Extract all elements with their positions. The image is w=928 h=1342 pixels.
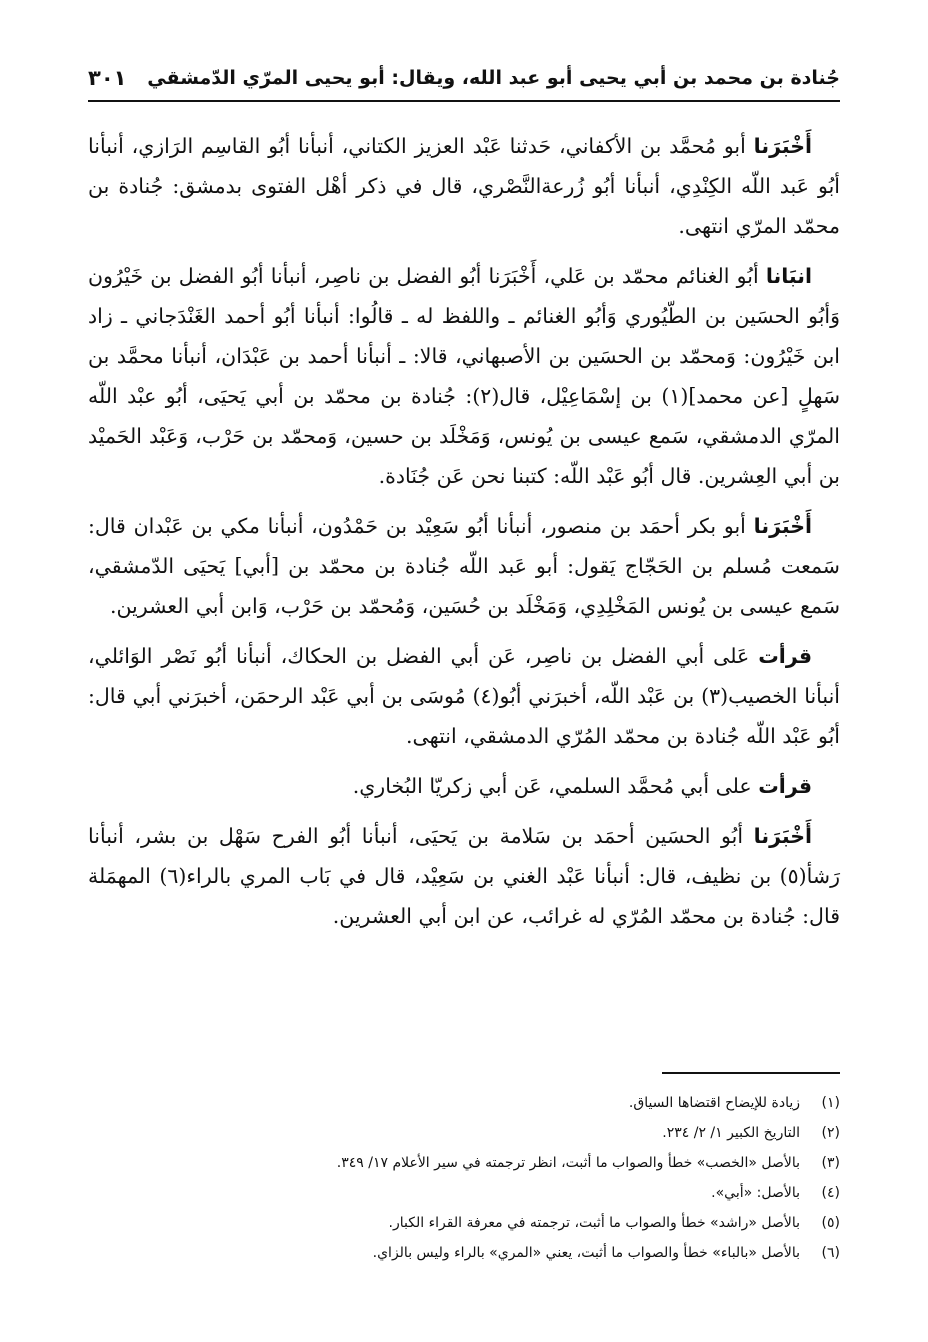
footnote — [88, 1148, 840, 1178]
paragraph-text: على أبي مُحمَّد السلمي، عَن أبي زكريّا البُخاري. — [352, 774, 759, 798]
paragraph-text: أبو بكر أحمَد بن منصور، أنبأنا أبُو سَعِيْد بن حَمْدُون، أنبأنا مكي بن عَبْدان قال: سَمعت مُسلم بن الحَجّاج يَقول: أبو عَبد اللّه جُنادة بن محمّد بن [أبي] يَحيَى الدّمشقي، سَمع عيسى بن يُونس المَخْلِدِي، وَمَخْلَد بن حُسَين، وَمُحمّد بن حَرْب، وَابن أبي العشرين. — [88, 514, 840, 618]
paragraph-lead-word: انبَانا — [765, 264, 812, 288]
footnote-text: بالأصل «الخصب» خطأ والصواب ما أثبت، انظر ترجمته في سير الأعلام ١٧/ ٣٤٩. — [336, 1155, 800, 1171]
paragraph-lead-word: أَخْبَرَنا — [753, 134, 812, 158]
book-page — [88, 56, 840, 1306]
paragraph — [88, 766, 840, 806]
footnote-number: (١) — [821, 1095, 840, 1111]
paragraph — [88, 256, 840, 496]
footnote-number: (٣) — [821, 1155, 840, 1171]
footnote — [88, 1178, 840, 1208]
footnote-divider — [662, 1072, 840, 1074]
footnotes — [88, 1088, 840, 1268]
paragraph — [88, 816, 840, 936]
footnote — [88, 1118, 840, 1148]
footnote-text: بالأصل: «أبي». — [711, 1185, 800, 1201]
footnote-number: (٢) — [821, 1125, 840, 1141]
paragraph — [88, 506, 840, 626]
paragraph-text: أبو مُحمَّد بن الأكفاني، حَدثنا عَبْد العزيز الكتاني، أنبأنا أبُو القاسِم الرَازي، أنبأنا أبُو عَبد اللّه الكِنْدِي، أنبأنا أبُو زُرعةالنَّصْري، قال في ذكر أهْل الفتوى بدمشق: جُنادة بن محمّد المرّي انتهى. — [88, 134, 840, 238]
footnote-text: بالأصل «راشد» خطأ والصواب ما أثبت، ترجمته في معرفة القراء الكبار. — [388, 1215, 800, 1231]
paragraph-text: عَلى أبي الفضل بن ناصِر، عَن أبي الفضل بن الحكاك، أنبأنا أبُو نَصْر الوَائلي، أنبأنا الخصيب(٣) بن عَبْد اللّه، أخبرَني أبُو(٤) مُوسَى بن أبي عَبْد الرحمَن، أخبرَني أبي قال: أبُو عَبْد اللّه جُنادة بن محمّد المُرّي الدمشقي، انتهى. — [88, 644, 840, 748]
footnote — [88, 1208, 840, 1238]
paragraph-lead-word: أَخْبَرَنا — [753, 514, 812, 538]
paragraph-text: أبُو الحسَين أحمَد بن سَلامة بن يَحيَى، أنبأنا أبُو الفرح سَهْل بن بشر، أنبأنا رَشأ(٥) بن نظيف، قال: أنبأنا عَبْد الغني بن سَعِيْد، قال في بَاب المري بالراء(٦) المهمَلة قال: جُنادة بن محمّد المُرّي له غرائب، عن ابن أبي العشرين. — [88, 824, 840, 928]
main-text — [88, 126, 840, 946]
paragraph — [88, 636, 840, 756]
running-head: جُنادة بن محمد بن أبي يحيى أبو عبد الله، ويقال: أبو يحيى المرّي الدّمشقي — [147, 67, 840, 89]
page-number: ٣٠١ — [88, 66, 127, 90]
paragraph-lead-word: قرأت — [758, 774, 812, 798]
footnote-text: زيادة للإيضاح اقتضاها السياق. — [628, 1095, 800, 1111]
footnote-number: (٦) — [821, 1245, 840, 1261]
paragraph — [88, 126, 840, 246]
footnote — [88, 1088, 840, 1118]
footnote-number: (٥) — [821, 1215, 840, 1231]
footnote-text: التاريخ الكبير ١/ ٢/ ٢٣٤. — [662, 1125, 800, 1141]
paragraph-lead-word: أَخْبَرَنا — [753, 824, 812, 848]
footnote-text: بالأصل «بالباء» خطأ والصواب ما أثبت، يعني «المري» بالراء وليس بالزاي. — [372, 1245, 800, 1261]
paragraph-lead-word: قرأت — [758, 644, 812, 668]
page-header — [88, 56, 840, 102]
footnote-number: (٤) — [821, 1185, 840, 1201]
footnote — [88, 1238, 840, 1268]
paragraph-text: أبُو الغنائم محمّد بن عَلي، أَخْبَرَنا أبُو الفضل بن ناصِر، أنبأنا أبُو الفضل بن خَيْرُون وَأبُو الحسَين بن الطّيُوري وَأبُو الغنائم ـ واللفظ له ـ قالُوا: أنبأنا أبُو أحمد الغَنْدَجاني ـ زاد ابن خَيْرُون: وَمحمّد بن الحسَين بن الأصبهاني، قالا: ـ أنبأنا أحمد بن عَبْدَان، أنبأنا محمَّد بن سَهلٍ [عن محمد](١) بن إسْمَاعِيْل، قال(٢): جُنادة بن محمّد بن أبي يَحيَى، أبُو عبْد اللّه المرّي الدمشقي، سَمع عيسى بن يُونس، وَمَخْلَد بن حسين، وَمحمّد بن حَرْب، وَعَبْد الحَميْد بن أبي العِشرين. قال أبُو عَبْد اللّه: كتبنا نحن عَن جُنَادة. — [88, 264, 841, 488]
